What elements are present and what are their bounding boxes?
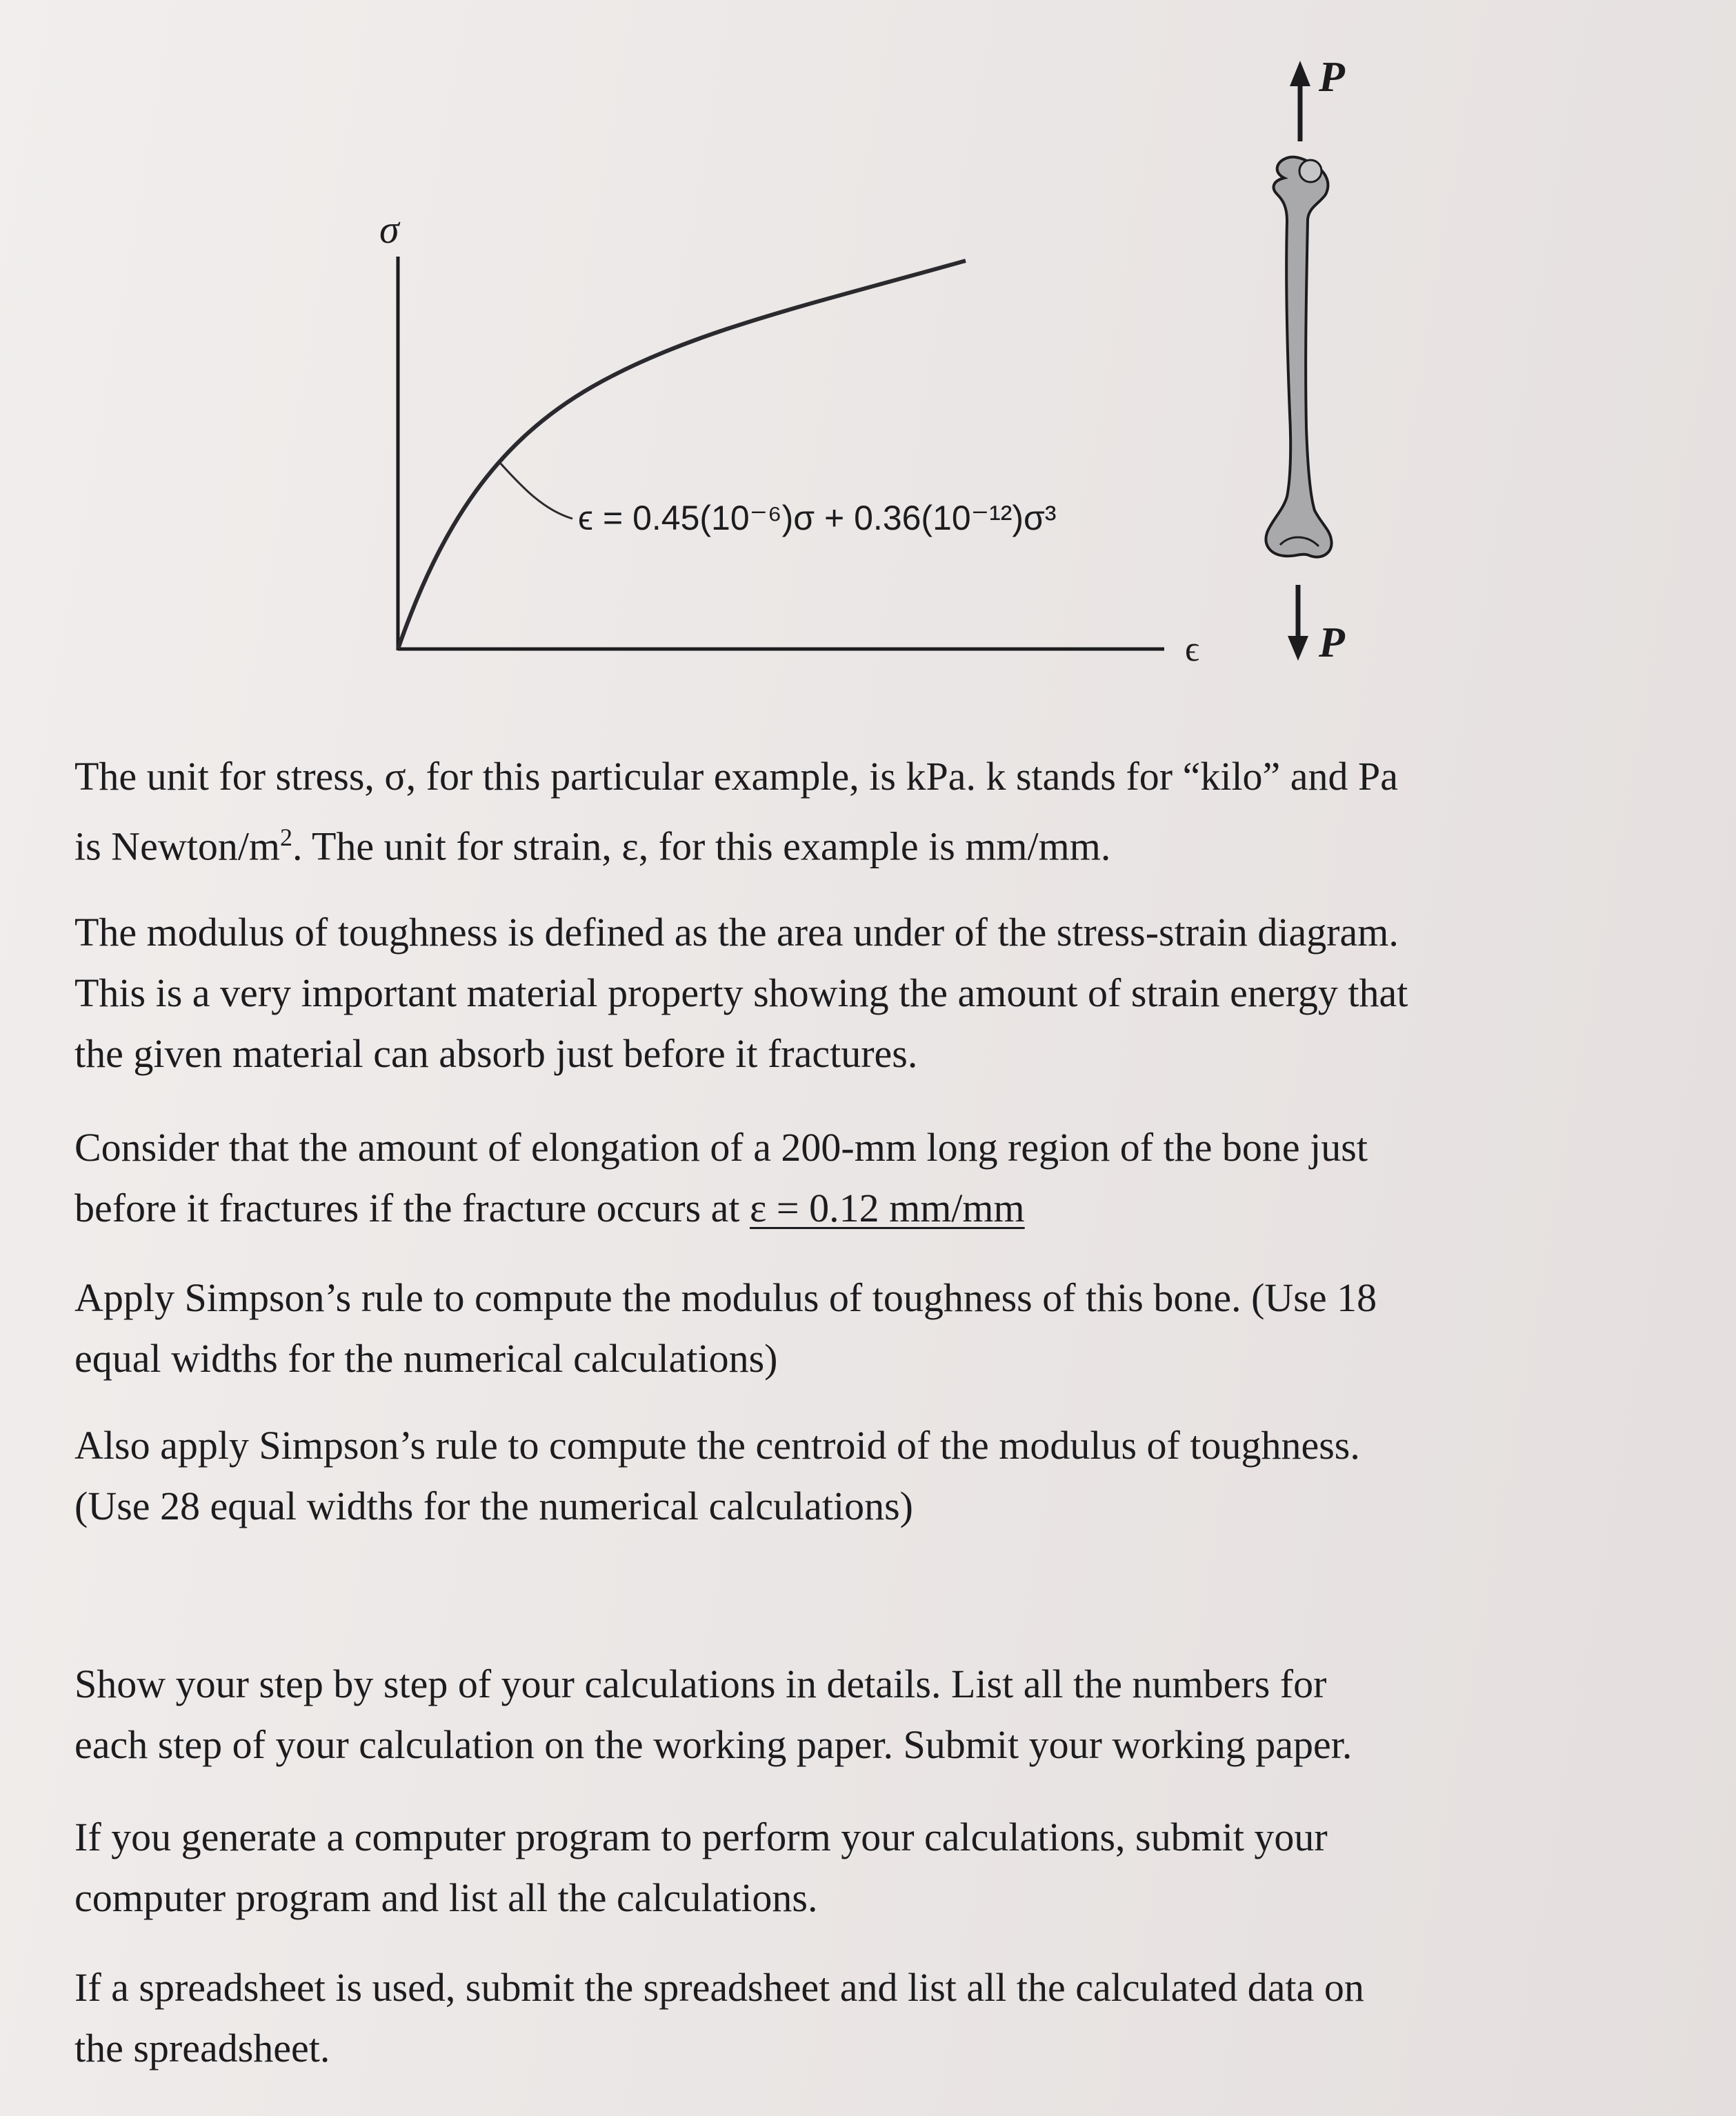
paragraph-simpson-centroid — [74, 1415, 1613, 1537]
paragraph-show-steps — [74, 1654, 1613, 1775]
p6-line2: each step of your calculation on the working paper. Submit your working paper. — [74, 1722, 1353, 1767]
p4-line1: Apply Simpson’s rule to compute the modulus of toughness of this bone. (Use 18 — [74, 1275, 1377, 1320]
force-label-top: P — [1319, 54, 1345, 101]
p6-line1: Show your step by step of your calculations in details. List all the numbers for — [74, 1661, 1327, 1706]
p3-line2 — [74, 1178, 1613, 1239]
p2-line2: This is a very important material property showing the amount of strain energy that — [74, 970, 1408, 1015]
arrow-down-icon — [1288, 636, 1308, 661]
fracture-strain-value: ε = 0.12 mm/mm — [750, 1186, 1025, 1230]
p1-line2-b: . The unit for strain, ε, for this example is mm/mm. — [292, 824, 1111, 869]
paragraph-simpson-toughness — [74, 1268, 1613, 1389]
curve-equation: ϵ = 0.45(10⁻⁶)σ + 0.36(10⁻¹²)σ³ — [578, 499, 1057, 537]
arrow-up-icon — [1290, 61, 1310, 86]
stress-strain-figure — [0, 0, 1736, 731]
p3-line1: Consider that the amount of elongation of a 200-mm long region of the bone just — [74, 1125, 1368, 1170]
paragraph-spreadsheet — [74, 1957, 1613, 2079]
p8-line1: If a spreadsheet is used, submit the spreadsheet and list all the calculated data on — [74, 1965, 1364, 2010]
p4-line2: equal widths for the numerical calculations) — [74, 1336, 778, 1381]
p2-line3: the given material can absorb just before it fractures. — [74, 1031, 918, 1076]
force-label-bottom: P — [1319, 619, 1345, 666]
femur-bone-icon — [1266, 157, 1331, 557]
p3-line2-a: before it fractures if the fracture occurs at — [74, 1186, 750, 1230]
p5-line2: (Use 28 equal widths for the numerical calculations) — [74, 1484, 913, 1528]
p1-line2 — [74, 807, 1613, 877]
p5-line1: Also apply Simpson’s rule to compute the centroid of the modulus of toughness. — [74, 1423, 1360, 1468]
paragraph-computer-program — [74, 1807, 1613, 1928]
p1-line2-sup: 2 — [280, 824, 293, 851]
paragraph-stress-units — [74, 746, 1613, 877]
paragraph-elongation — [74, 1117, 1613, 1239]
x-axis-label: ϵ — [1185, 630, 1200, 669]
p8-line2: the spreadsheet. — [74, 2026, 330, 2070]
p1-line2-a: is Newton/m — [74, 824, 281, 869]
equation-leader-line — [499, 462, 572, 519]
figure-canvas — [0, 0, 1736, 731]
p1-line1: The unit for stress, σ, for this particular example, is kPa. k stands for “kilo” and Pa — [74, 754, 1399, 799]
p7-line2: computer program and list all the calculations. — [74, 1875, 818, 1920]
y-axis-label: σ — [379, 207, 399, 252]
stress-strain-curve — [398, 261, 966, 649]
paragraph-modulus-definition — [74, 902, 1613, 1084]
p7-line1: If you generate a computer program to perform your calculations, submit your — [74, 1815, 1328, 1859]
p2-line1: The modulus of toughness is defined as the area under of the stress-strain diagram. — [74, 910, 1399, 955]
